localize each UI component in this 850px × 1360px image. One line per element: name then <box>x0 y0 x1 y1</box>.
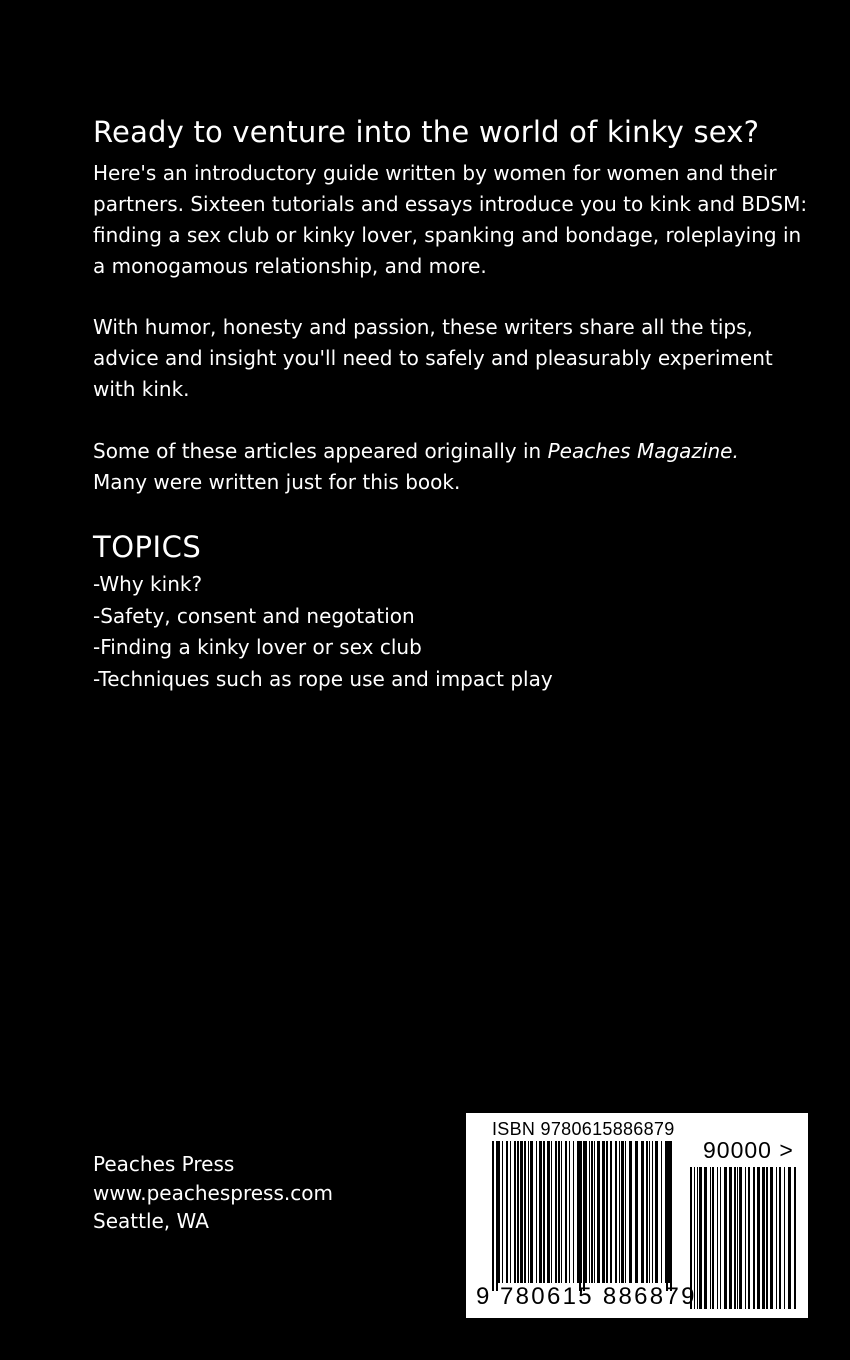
barcode-bar <box>635 1141 638 1283</box>
barcode-bar <box>766 1167 768 1309</box>
barcode-bar <box>757 1167 760 1309</box>
barcode-bar <box>551 1141 552 1283</box>
barcode-bar <box>506 1141 508 1283</box>
barcode-bar <box>717 1167 718 1309</box>
barcode-bar <box>555 1141 557 1283</box>
description-paragraph: Here's an introductory guide written by women for women and their partners. Sixteen tutorials and essays introduce you to kink and BDSM: finding a sex club or kinky lover, spanking and bondage, roleplaying in a monogamous relationship, and more. <box>93 161 808 278</box>
barcode-bar <box>561 1141 562 1283</box>
barcode-bar <box>577 1141 579 1283</box>
barcode-digits: 780615 886879 <box>500 1283 697 1310</box>
publisher-info <box>93 1150 333 1236</box>
barcode-bar <box>734 1167 736 1309</box>
barcode-bar <box>536 1141 537 1283</box>
barcode-bar <box>646 1141 648 1283</box>
barcode-bar <box>784 1167 785 1309</box>
publisher-website: www.peachespress.com <box>93 1180 333 1205</box>
barcode-bar <box>788 1167 791 1309</box>
barcode-bar <box>641 1141 644 1283</box>
barcode-bar <box>661 1141 662 1283</box>
barcode-bar <box>606 1141 608 1283</box>
topic-item: -Techniques such as rope use and impact play <box>93 666 553 691</box>
barcode-bar <box>517 1141 519 1283</box>
barcode-bar <box>510 1141 511 1283</box>
barcode-bar <box>610 1141 612 1283</box>
topics-list <box>93 569 553 695</box>
barcode-bar <box>699 1167 702 1309</box>
barcode-bar <box>602 1141 605 1283</box>
barcode-bar <box>547 1141 550 1283</box>
p3-text: Some of these articles appeared originally in <box>93 439 548 463</box>
barcode-bar <box>621 1141 624 1283</box>
topics-heading: TOPICS <box>93 530 202 564</box>
barcode-bar <box>652 1141 653 1283</box>
description-paragraph <box>93 436 813 498</box>
barcode-bar <box>710 1167 711 1309</box>
p3-text-after: Many were written just for this book. <box>93 470 461 494</box>
barcode-bar <box>776 1167 777 1309</box>
barcode-bar <box>649 1141 650 1283</box>
price-code: 90000 > <box>703 1137 794 1163</box>
publisher-name: Peaches Press <box>93 1152 235 1176</box>
barcode-bar <box>770 1167 773 1309</box>
barcode-bar <box>724 1167 727 1309</box>
barcode-bar <box>729 1167 732 1309</box>
barcode-guard-bar <box>583 1141 585 1291</box>
barcode-bar <box>794 1167 796 1309</box>
barcode-bar <box>668 1141 670 1283</box>
barcode-bar <box>530 1141 533 1283</box>
isbn-label: ISBN 9780615886879 <box>492 1119 675 1139</box>
barcode-bar <box>502 1141 503 1283</box>
barcode-bar <box>597 1141 600 1283</box>
topic-item: -Why kink? <box>93 572 203 596</box>
barcode-bar <box>514 1141 516 1283</box>
barcode-bar <box>569 1141 570 1283</box>
barcode-bar <box>498 1141 500 1283</box>
barcode-bar <box>737 1167 738 1309</box>
isbn-barcode <box>466 1113 808 1318</box>
barcode-guard-bar <box>670 1141 672 1291</box>
barcode-bar <box>573 1141 574 1283</box>
description-paragraph: With humor, honesty and passion, these writers share all the tips, advice and insight you'll need to safely and pleasurably experiment with kink. <box>93 315 773 401</box>
barcode-bar <box>720 1167 721 1309</box>
barcode-bar <box>753 1167 755 1309</box>
barcode-bar <box>594 1141 595 1283</box>
barcode-bar <box>655 1141 658 1283</box>
publisher-location: Seattle, WA <box>93 1209 209 1233</box>
barcode-bar <box>748 1167 750 1309</box>
barcode-bar <box>524 1141 526 1283</box>
barcode-bar <box>565 1141 567 1283</box>
barcode-bar <box>629 1141 632 1283</box>
barcode-digit-first: 9 <box>476 1283 490 1310</box>
barcode-bar <box>665 1141 666 1283</box>
barcode-bar <box>591 1141 593 1283</box>
barcode-bar <box>762 1167 765 1309</box>
barcode-guard-bar <box>579 1141 581 1291</box>
barcode-bar <box>543 1141 545 1283</box>
barcode-bar <box>745 1167 746 1309</box>
barcode-guard-bar <box>492 1141 494 1291</box>
barcode-bar <box>615 1141 617 1283</box>
barcode-bar <box>704 1167 707 1309</box>
headline: Ready to venture into the world of kinky sex? <box>93 115 760 149</box>
barcode-bar <box>697 1167 698 1309</box>
barcode-bar <box>539 1141 542 1283</box>
barcode-bar <box>625 1141 626 1283</box>
topic-item: -Safety, consent and negotation <box>93 603 415 628</box>
barcode-bar <box>589 1141 590 1283</box>
barcode-bar <box>619 1141 620 1283</box>
barcode-bar <box>558 1141 560 1283</box>
magazine-title: Peaches Magazine. <box>547 439 739 463</box>
barcode-bar <box>712 1167 714 1309</box>
barcode-guard-bar <box>496 1141 498 1291</box>
barcode-bar <box>528 1141 529 1283</box>
barcode-guard-bar <box>666 1141 668 1291</box>
barcode-bar <box>739 1167 742 1309</box>
barcode-bar <box>779 1167 781 1309</box>
barcode-bar <box>520 1141 523 1283</box>
topic-item: -Finding a kinky lover or sex club <box>93 635 422 659</box>
